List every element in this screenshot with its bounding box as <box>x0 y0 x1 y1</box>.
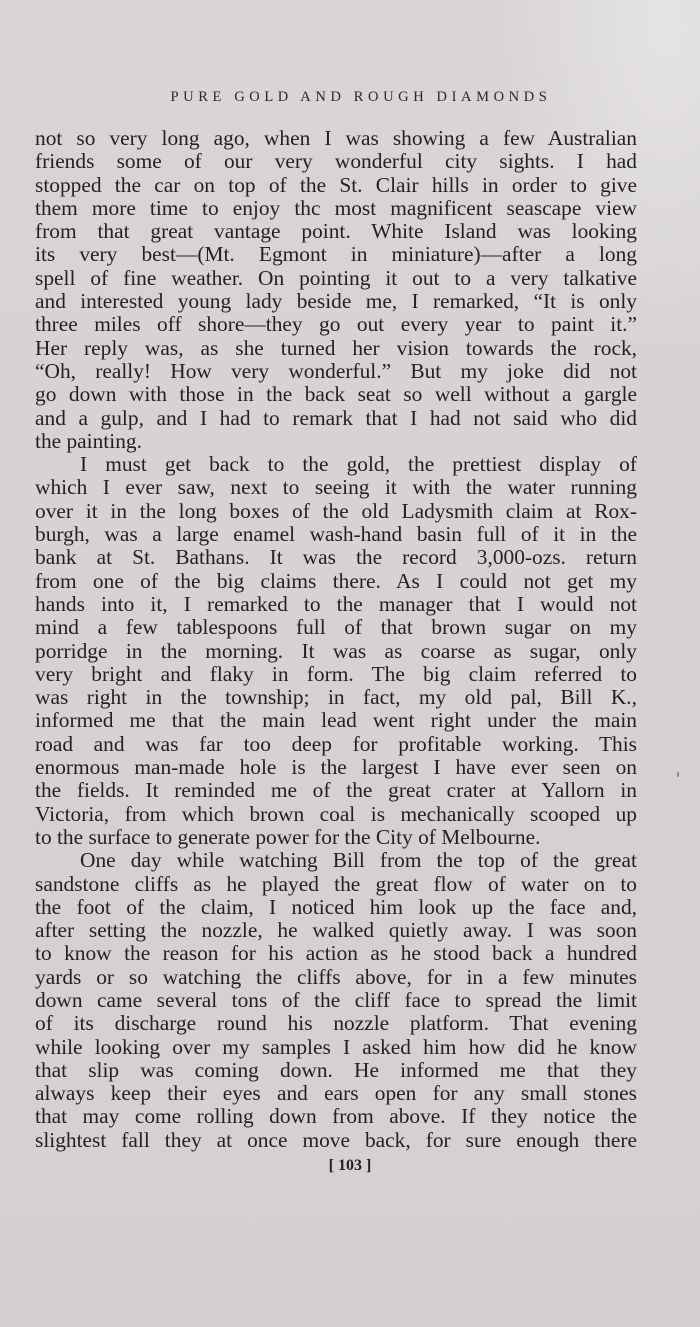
text-line: mind a few tablespoons full of that brown sugar on my <box>35 615 637 640</box>
text-line: porridge in the morning. It was as coarse as sugar, only <box>35 638 637 663</box>
text-line: that slip was coming down. He informed me that they <box>35 1057 637 1082</box>
text-line: always keep their eyes and ears open for any small stones <box>35 1081 637 1106</box>
text-line: Her reply was, as she turned her vision towards the rock, <box>35 335 637 360</box>
text-line: its very best—(Mt. Egmont in miniature)—after a long <box>35 242 637 267</box>
text-line: to the surface to generate power for the City of Melbourne. <box>35 824 541 849</box>
text-line: from that great vantage point. White Island was looking <box>35 219 637 244</box>
text-line: to know the reason for his action as he stood back a hundred <box>35 941 637 966</box>
text-line: slightest fall they at once move back, for sure enough there <box>35 1127 637 1152</box>
text-line: road and was far too deep for profitable working. This <box>35 731 637 756</box>
text-line: sandstone cliffs as he played the great flow of water on to <box>35 871 637 896</box>
text-line: “Oh, really! How very wonderful.” But my joke did not <box>35 358 637 383</box>
text-line: One day while watching Bill from the top of the great <box>80 848 637 873</box>
paper-speck <box>677 772 679 777</box>
text-line: of its discharge round his nozzle platform. That evening <box>35 1011 637 1036</box>
text-line: I must get back to the gold, the prettiest display of <box>80 452 637 477</box>
page-number: [ 103 ] <box>328 1157 372 1174</box>
text-line: the painting. <box>35 428 142 453</box>
text-line: enormous man-made hole is the largest I have ever seen on <box>35 755 637 780</box>
body-text <box>35 127 637 1152</box>
text-line: friends some of our very wonderful city sights. I had <box>35 149 637 174</box>
text-line: burgh, was a large enamel wash-hand basin full of it in the <box>35 522 637 547</box>
text-line: the foot of the claim, I noticed him look up the face and, <box>35 894 637 919</box>
text-line: that may come rolling down from above. If they notice the <box>35 1104 637 1129</box>
text-line: Victoria, from which brown coal is mechanically scooped up <box>35 801 637 826</box>
text-line: go down with those in the back seat so well without a gargle <box>35 382 637 407</box>
text-line: which I ever saw, next to seeing it with the water running <box>35 475 637 500</box>
text-line: while looking over my samples I asked him how did he know <box>35 1034 637 1059</box>
text-line: hands into it, I remarked to the manager that I would not <box>35 591 637 616</box>
text-line: very bright and flaky in form. The big claim referred to <box>35 661 637 686</box>
text-line: down came several tons of the cliff face to spread the limit <box>35 987 637 1012</box>
text-line: them more time to enjoy thc most magnificent seascape view <box>35 195 637 220</box>
text-line: the fields. It reminded me of the great crater at Yallorn in <box>35 778 637 803</box>
text-line: informed me that the main lead went right under the main <box>35 708 637 733</box>
text-line: not so very long ago, when I was showing a few Australian <box>35 126 637 150</box>
text-line: and a gulp, and I had to remark that I had not said who did <box>35 405 637 430</box>
text-line: three miles off shore—they go out every year to paint it.” <box>35 312 637 337</box>
text-line: was right in the township; in fact, my old pal, Bill K., <box>35 685 637 710</box>
text-line: stopped the car on top of the St. Clair hills in order to give <box>35 172 637 197</box>
text-line: bank at St. Bathans. It was the record 3,000-ozs. return <box>35 545 637 570</box>
text-line: over it in the long boxes of the old Ladysmith claim at Rox- <box>35 498 637 523</box>
text-line: and interested young lady beside me, I remarked, “It is only <box>35 289 637 314</box>
text-line: from one of the big claims there. As I could not get my <box>35 568 637 593</box>
text-line: after setting the nozzle, he walked quietly away. I was soon <box>35 918 637 943</box>
running-head: PURE GOLD AND ROUGH DIAMONDS <box>170 89 552 105</box>
text-line: yards or so watching the cliffs above, for in a few minutes <box>35 964 637 989</box>
text-line: spell of fine weather. On pointing it out to a very talkative <box>35 265 637 290</box>
